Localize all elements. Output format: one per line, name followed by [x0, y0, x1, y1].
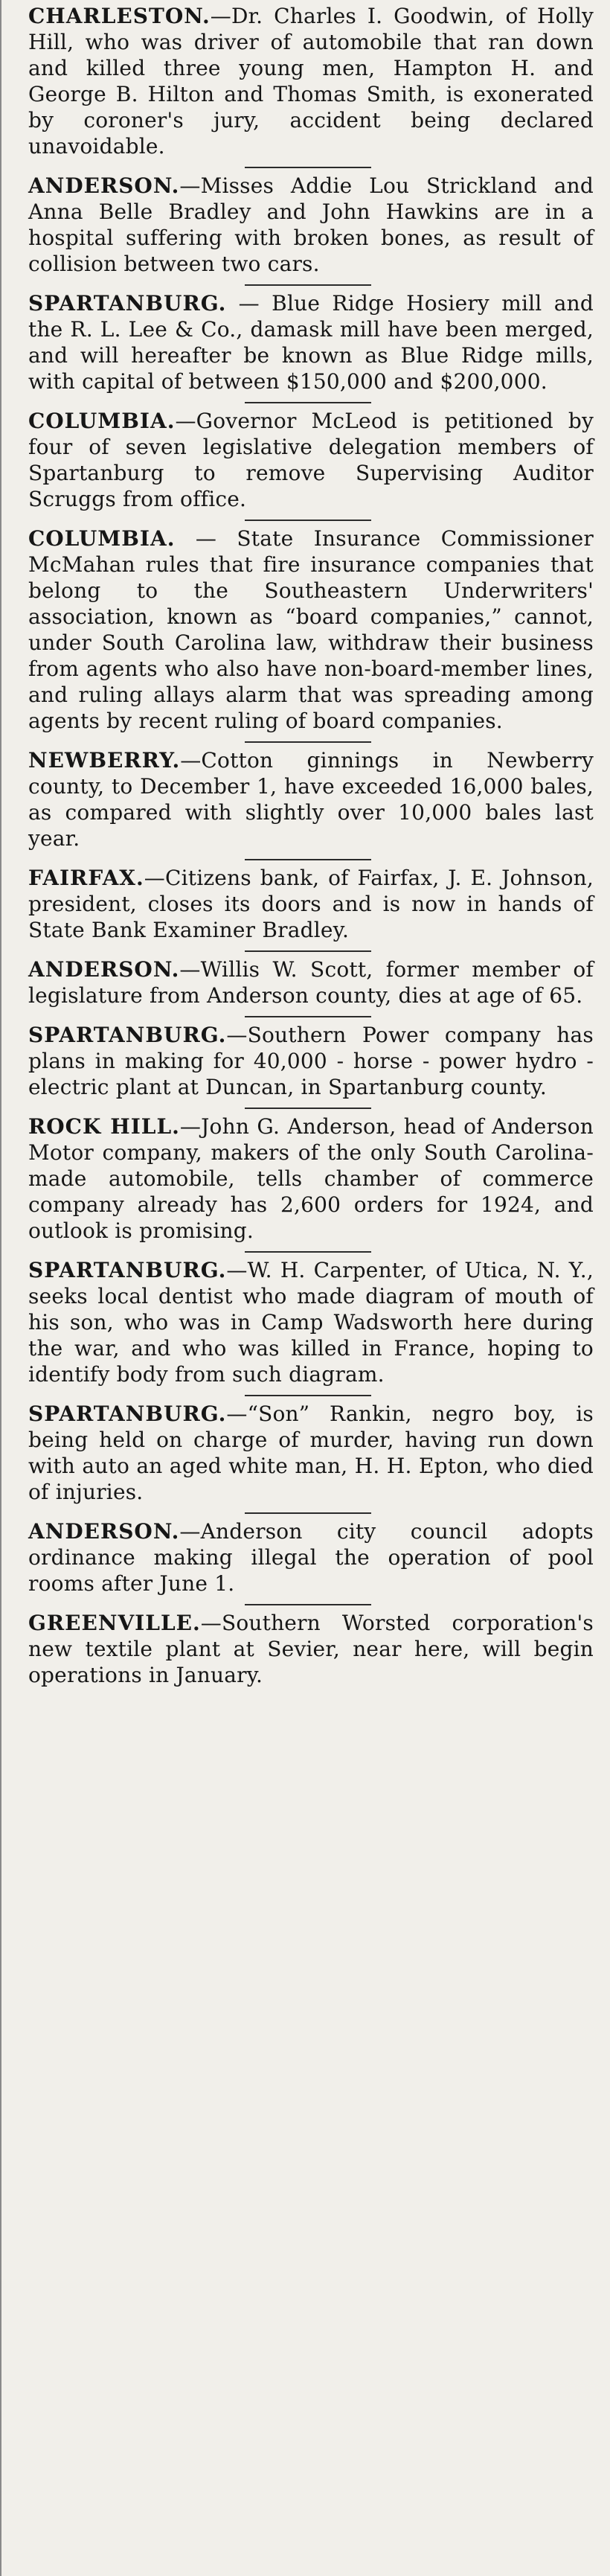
news-item [18, 0, 598, 167]
item-text: —“Son” Rankin, negro boy, is being held on charge of murder, having run down with auto an aged white man, H. H. Epton, who died of injuries. [28, 1402, 594, 1504]
item-text: —Misses Addie Lou Strickland and Anna Belle Bradley and John Hawkins are in a hospital suffering with broken bones, as result of collision between two cars. [28, 173, 594, 276]
news-item [18, 1398, 598, 1512]
dateline: ANDERSON. [28, 957, 180, 982]
divider-rule [245, 950, 371, 952]
item-text: —Citizens bank, of Fairfax, J. E. Johnson, president, closes its doors and is now in hands of State Bank Examiner Bradley. [28, 866, 594, 942]
news-item [18, 953, 598, 1016]
item-text: —W. H. Carpenter, of Utica, N. Y., seeks local dentist who made diagram of mouth of his son, who was in Camp Wadsworth here during the war, and who was killed in France, hoping to identify body from such diagram. [28, 1258, 594, 1387]
item-text: —Willis W. Scott, former member of legislature from Anderson county, dies at age of 65. [28, 957, 594, 1008]
divider-rule [245, 1016, 371, 1017]
news-item [18, 1019, 598, 1108]
news-column [18, 0, 598, 1696]
dateline: COLUMBIA. [28, 526, 176, 551]
news-item [18, 1254, 598, 1395]
dateline: SPARTANBURG. [28, 1258, 227, 1282]
news-item [18, 1607, 598, 1696]
news-item [18, 170, 598, 284]
news-item [18, 1110, 598, 1251]
divider-rule [245, 1604, 371, 1605]
news-item [18, 862, 598, 950]
news-item [18, 1515, 598, 1604]
item-text: —John G. Anderson, head of Anderson Motor company, makers of the only South Carolina-made automobile, tells chamber of commerce company already has 2,600 orders for 1924, and outlook is promising. [28, 1114, 594, 1243]
news-item [18, 744, 598, 859]
dateline: ANDERSON. [28, 1519, 180, 1544]
dateline: COLUMBIA. [28, 409, 176, 433]
dateline: SPARTANBURG. [28, 1402, 227, 1426]
item-text: —Southern Worsted corporation's new textile plant at Sevier, near here, will begin operations in January. [28, 1611, 594, 1687]
news-item [18, 287, 598, 402]
item-text: —Cotton ginnings in Newberry county, to December 1, have exceeded 16,000 bales, as compared with slightly over 10,000 bales last year. [28, 748, 594, 851]
item-text: —Anderson city council adopts ordinance making illegal the operation of pool rooms after June 1. [28, 1519, 594, 1596]
news-item [18, 405, 598, 520]
divider-rule [245, 741, 371, 743]
dateline: ANDERSON. [28, 173, 180, 198]
divider-rule [245, 167, 371, 168]
dateline: FAIRFAX. [28, 866, 144, 890]
dateline: SPARTANBURG. [28, 1023, 227, 1047]
dateline: SPARTANBURG. [28, 291, 227, 316]
item-text: —Southern Power company has plans in making for 40,000 - horse - power hydro - electric plant at Duncan, in Spartanburg county. [28, 1023, 594, 1099]
divider-rule [245, 520, 371, 521]
divider-rule [245, 1395, 371, 1396]
item-text: — State Insurance Commissioner McMahan rules that fire insurance companies that belong to the Southeastern Underwriters' association, known as “board companies,” cannot, under South Carolina law, withdraw their business from agents who also have non-board-member lines, and ruling allays alarm that was spreading among agents by recent ruling of board companies. [28, 526, 594, 733]
dateline: NEWBERRY. [28, 748, 181, 773]
divider-rule [245, 284, 371, 286]
divider-rule [245, 402, 371, 403]
dateline: GREENVILLE. [28, 1611, 201, 1635]
divider-rule [245, 1108, 371, 1109]
divider-rule [245, 1251, 371, 1253]
divider-rule [245, 1512, 371, 1514]
item-text: —Dr. Charles I. Goodwin, of Holly Hill, who was driver of automobile that ran down and killed three young men, Hampton H. and George B. Hilton and Thomas Smith, is exonerated by coroner's jury, accident being declared unavoidable. [28, 4, 594, 159]
dateline: CHARLESTON. [28, 4, 211, 28]
news-item [18, 522, 598, 741]
item-text: — Blue Ridge Hosiery mill and the R. L. Lee & Co., damask mill have been merged, and will hereafter be known as Blue Ridge mills, with capital of between $150,000 and $200,000. [28, 291, 594, 394]
dateline: ROCK HILL. [28, 1114, 180, 1139]
divider-rule [245, 859, 371, 860]
item-text: —Governor McLeod is petitioned by four of seven legislative delegation members of Spartanburg to remove Supervising Auditor Scruggs from office. [28, 409, 594, 511]
